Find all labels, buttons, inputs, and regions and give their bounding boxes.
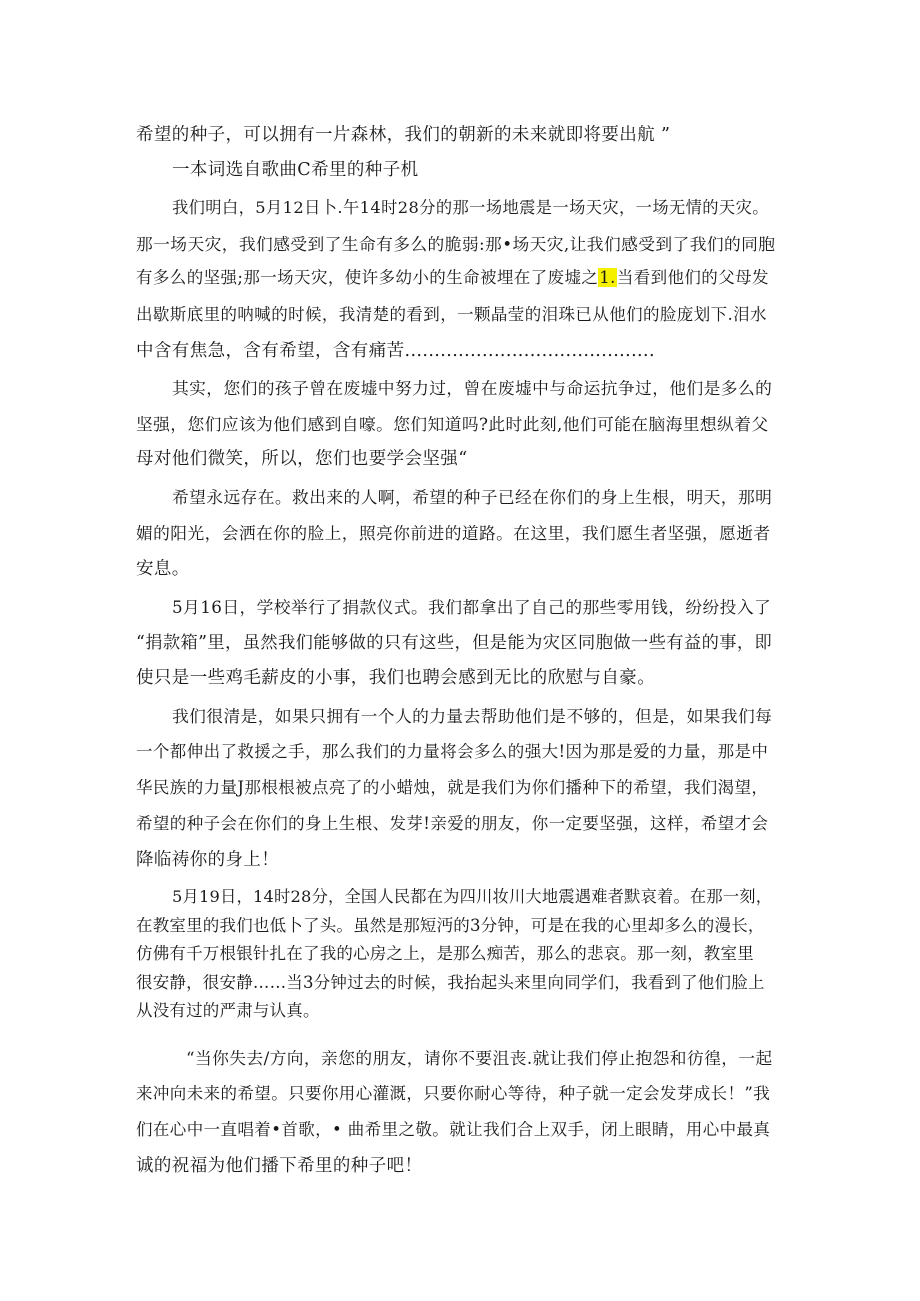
text-fragment: 当看到他们的父母发 (616, 268, 769, 287)
text-line (136, 267, 769, 289)
highlighted-text: 1. (599, 268, 616, 287)
text-line: 降临祷你的身上！ (136, 850, 280, 870)
text-line: 希望的种子，可以拥有一片森林，我们的朝新的未来就即将要出航 ” (136, 125, 671, 145)
text-line: 安息。 (136, 559, 190, 579)
text-line: 我们明白，5月12日卜.午14时28分的那一场地震是一场天灾，一场无情的天灾。 (172, 198, 769, 217)
text-line: “当你失去/方向，亲您的朋友，请你不要沮丧.就让我们停止抱怨和彷徨，一起 (186, 1048, 773, 1068)
text-line: 媚的阳光，会洒在你的脸上，照亮你前进的道路。在这里，我们愿生者坚强，愿逝者 (136, 523, 771, 543)
text-line: “捐款箱”里，虽然我们能够做的只有这些，但是能为灾区同胞做一些有益的事，即 (136, 633, 773, 653)
text-line: 一本词选自歌曲C希里的种子机 (172, 160, 419, 180)
text-line: 出歇斯底里的呐喊的时候，我清楚的看到，一颗晶莹的泪珠已从他们的脸庞划下.泪水 (136, 305, 767, 324)
text-line: 使只是一些鸡毛薪皮的小事，我们也聘会感到无比的欣慰与自豪。 (136, 668, 656, 688)
text-line: 希望永远存在。救出来的人啊，希望的种子已经在你们的身上生根，明天，那明 (172, 487, 773, 507)
text-line: 一个都伸出了救援之手，那么我们的力量将会多么的强大!因为那是爱的力量，那是中 (136, 742, 769, 761)
text-line: 我们很清是，如果只拥有一个人的力量去帮助他们是不够的，但是，如果我们每 (172, 706, 773, 726)
text-line: 从没有过的严肃与认真。 (136, 1001, 320, 1020)
text-fragment: 有多么的坚强;那一场天灾，使许多幼小的生命被埋在了废墟之 (136, 268, 599, 287)
text-line: 中含有焦急，含有希望，含有痛苦.......................................... (136, 341, 655, 361)
text-line: 诚的祝福为他们播下希里的种子吧！ (136, 1156, 423, 1176)
text-line: 其实，您们的孩子曾在废墟中努力过，曾在废墟中与命运抗争过，他们是多么的 (172, 378, 773, 398)
text-line: 5月16日，学校举行了捐款仪式。我们都拿出了自己的那些零用钱，纷纷投入了 (172, 597, 772, 617)
text-line: 在教室里的我们也低卜了头。虽然是那短沔的3分钟，可是在我的心里却多么的漫长， (136, 916, 765, 935)
text-line: 华民族的力量J那根根被点亮了的小蜡烛，就是我们为你们播种下的希望，我们渴望， (136, 778, 769, 797)
text-line: 们在心中一直唱着•首歌，• 曲希里之敬。就让我们合上双手，闭上眼睛，用心中最真 (136, 1120, 771, 1139)
text-line: 希望的种子会在你们的身上生根、发芽!亲爱的朋友，你一定要坚强，这样，希望才会 (136, 814, 769, 833)
text-line: 母对他们微笑，所以，您们也要学会坚强“ (136, 449, 468, 469)
text-line: 很安静，很安静……当3分钟过去的时候，我抬起头来里向同学们，我看到了他们脸上 (136, 973, 765, 992)
text-line: 坚强，您们应该为他们感到自嚎。您们知道吗?此时此刻,他们可能在脑海里想纵着父 (136, 414, 769, 434)
text-line: 仿佛有千万根银针扎在了我的心房之上，是那么痴苦，那么的悲哀。那一刻，教室里 (136, 944, 754, 963)
text-line: 来冲向未来的希望。只要你用心灌溉，只要你耐心等待，种子就一定会发芽成长！”我 (136, 1084, 771, 1103)
text-line: 那一场天灾，我们感受到了生命有多么的脆弱:那•场天灾,让我们感受到了我们的同胞 (136, 234, 776, 254)
text-line: 5月19日，14时28分，全国人民都在为四川妆川大地震遇难者默哀着。在那一刻， (172, 887, 773, 906)
